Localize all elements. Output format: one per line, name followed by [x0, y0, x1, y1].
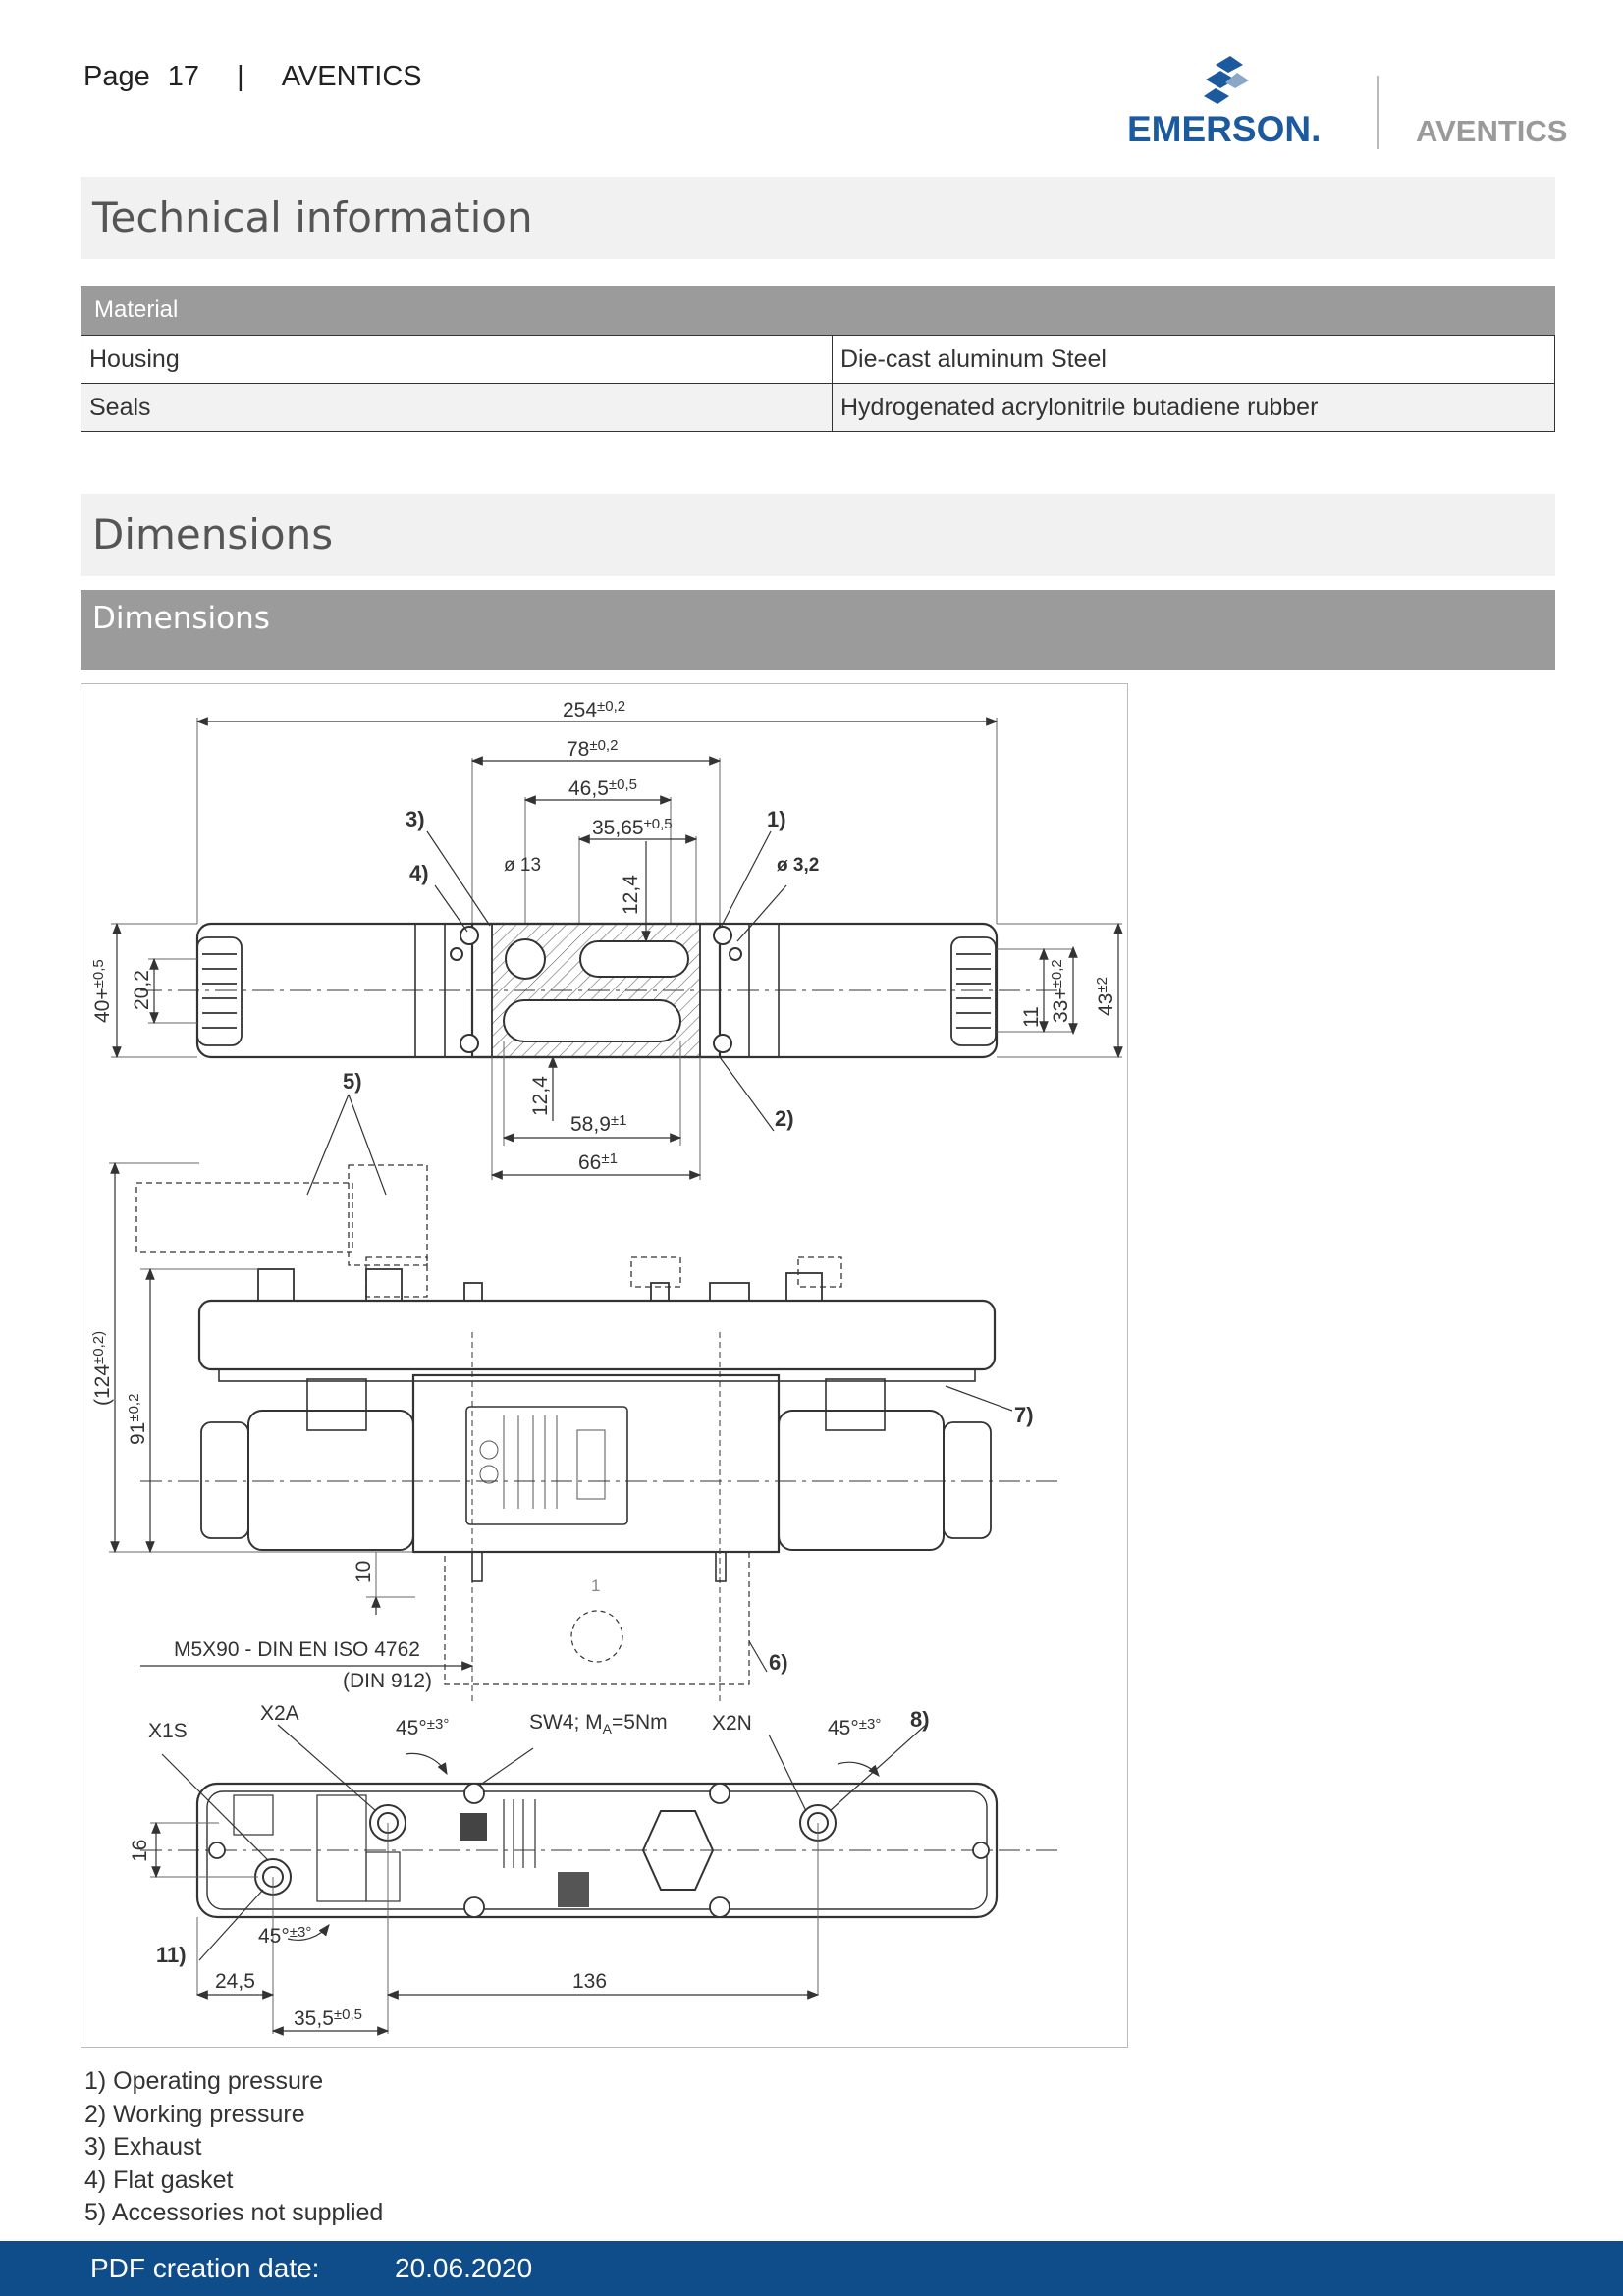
dim-91: $91^{\pm 0,2}$: [126, 1393, 149, 1445]
header-separator: |: [237, 61, 244, 92]
drawing-legend: [84, 2065, 383, 2230]
material-table: [81, 335, 1555, 432]
angle-45-a: 45°$^{\pm 3^\circ}$: [396, 1716, 450, 1739]
callout-4: 4): [409, 861, 429, 885]
dim-254: $254^{\pm 0,2}$: [563, 698, 626, 721]
list-item: 2) Working pressure: [84, 2100, 305, 2128]
callout-1: 1): [767, 807, 786, 831]
emerson-aventics-logo: [1127, 51, 1598, 157]
page-number: 17: [167, 61, 200, 92]
callout-2: 2): [775, 1106, 794, 1131]
callout-5: 5): [343, 1069, 362, 1094]
emerson-emblem-icon: [1204, 56, 1249, 104]
material-value: Die-cast aluminum Steel: [833, 336, 1555, 384]
table-row: [81, 336, 1555, 384]
logo-aventics-text: AVENTICS: [1416, 114, 1568, 148]
creation-date-label: PDF creation date:: [90, 2253, 320, 2283]
screw-spec-din: (DIN 912): [343, 1670, 433, 1692]
list-item: 5) Accessories not supplied: [84, 2199, 384, 2226]
dim-12-4-top: 12,4: [620, 875, 642, 915]
material-table-header: Material: [81, 286, 1555, 335]
material-value: Hydrogenated acrylonitrile butadiene rubber: [833, 384, 1555, 432]
page-label: Page: [83, 61, 150, 92]
callout-6: 6): [769, 1650, 788, 1675]
dim-46-5: $46,5^{\pm 0,5}$: [568, 776, 637, 800]
list-item: 3) Exhaust: [84, 2133, 202, 2161]
connector-x2n-label: X2N: [712, 1712, 752, 1735]
dim-43: $43^{\pm 2}$: [1094, 977, 1117, 1016]
dim-58-9: $58,9^{\pm 1}$: [570, 1112, 627, 1136]
dimension-drawing: [81, 683, 1128, 2048]
callout-8: 8): [910, 1707, 930, 1732]
list-item: 4) Flat gasket: [84, 2165, 234, 2194]
front-view: [109, 1095, 1063, 1705]
dim-10: 10: [352, 1560, 375, 1583]
material-label: Seals: [81, 384, 833, 432]
dimensions-heading: Dimensions: [81, 494, 1555, 576]
logo-emerson-text: EMERSON.: [1127, 109, 1322, 149]
brand-name: AVENTICS: [281, 61, 422, 92]
dimensions-subheading: Dimensions: [81, 590, 1555, 670]
pdf-footer: [0, 2241, 1623, 2296]
dim-124: ($124^{\pm 0,2)}$: [90, 1330, 114, 1406]
dim-20-2: 20,2: [131, 970, 153, 1010]
dim-diameter-3-2: ø 3,2: [777, 855, 820, 876]
screw-spec: M5X90 - DIN EN ISO 4762: [174, 1638, 420, 1661]
dim-11: 11: [1020, 1006, 1043, 1028]
dim-33: 33+$^{\pm 0,2}$: [1049, 959, 1072, 1023]
dim-35-65: $35,65^{\pm 0,5}$: [592, 816, 673, 839]
connector-x1s-label: X1S: [148, 1720, 188, 1742]
page-header: [83, 61, 422, 93]
dim-16: 16: [129, 1839, 151, 1862]
dim-diameter-13: ø 13: [504, 855, 542, 876]
dim-35-5: $35,5^{\pm 0,5}$: [294, 2006, 362, 2030]
dim-40: 40+$^{\pm 0,5}$: [90, 959, 114, 1023]
angle-45-c: 45°$^{\pm 3^\circ}$: [258, 1924, 312, 1948]
table-row: [81, 384, 1555, 432]
dim-24-5: 24,5: [215, 1970, 255, 1993]
material-label: Housing: [81, 336, 833, 384]
dim-12-4-bottom: 12,4: [529, 1076, 552, 1116]
connector-x2a-label: X2A: [260, 1702, 299, 1725]
port-1-label: 1: [591, 1576, 601, 1595]
technical-information-heading: Technical information: [81, 177, 1555, 259]
angle-45-b: 45°$^{\pm 3^\circ}$: [828, 1716, 882, 1739]
wrench-size-torque: SW4; $M_A=5Nm$: [529, 1711, 668, 1736]
callout-3: 3): [406, 807, 425, 831]
dim-66: $66^{\pm 1}$: [578, 1150, 618, 1174]
dim-136: 136: [572, 1970, 608, 1993]
list-item: 1) Operating pressure: [84, 2067, 324, 2095]
creation-date-value: 20.06.2020: [395, 2253, 533, 2283]
dim-78: $78^{\pm 0,2}$: [567, 737, 619, 761]
technical-drawing-svg: [81, 684, 1127, 2047]
callout-7: 7): [1014, 1403, 1034, 1427]
callout-11: 11): [156, 1943, 187, 1967]
